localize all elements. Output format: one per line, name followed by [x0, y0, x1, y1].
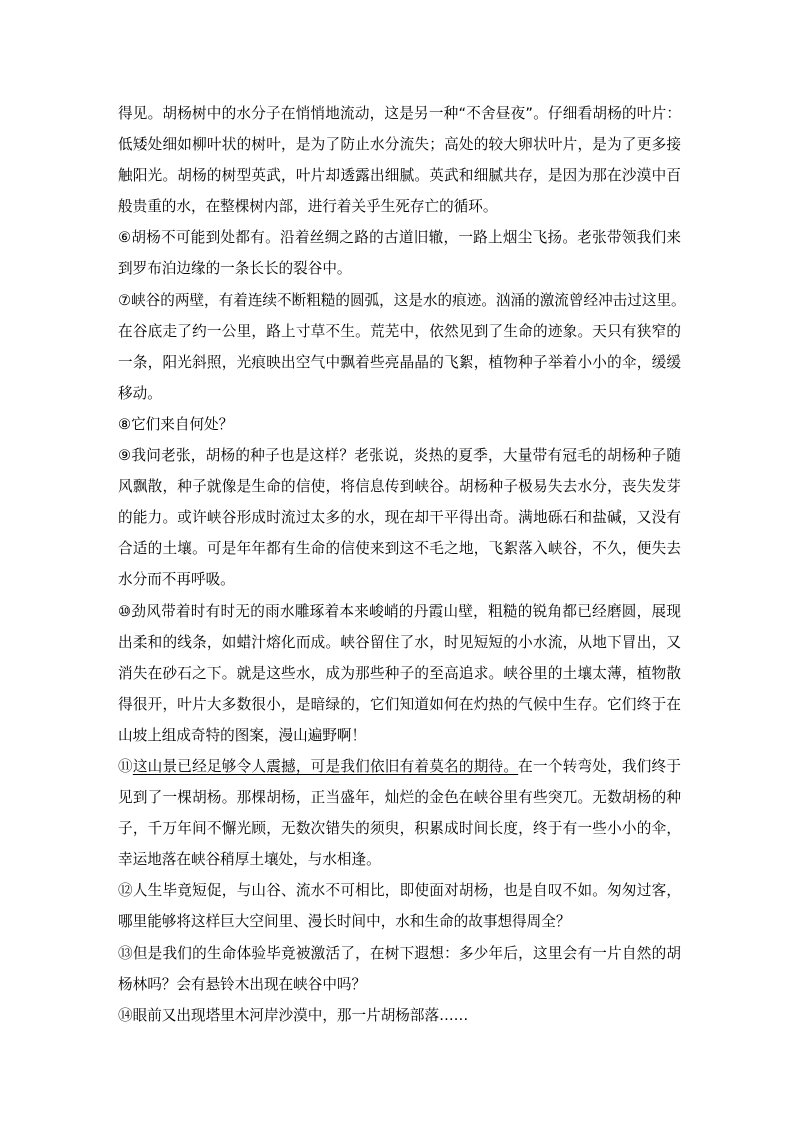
text-line: 山坡上组成奇特的图案，漫山遍野啊！: [118, 726, 367, 744]
text-line: 杨林吗？会有悬铃木出现在峡谷中吗？: [118, 975, 367, 993]
paragraph: [118, 409, 681, 440]
text-line: [118, 751, 681, 782]
paragraph: [118, 751, 681, 875]
text-line: ⑨我问老张，胡杨的种子也是这样？老张说，炎热的夏季，大量带有冠毛的胡杨种子随: [118, 447, 681, 465]
paragraph: [118, 938, 681, 1000]
underlined-sentence: 这山景已经足够令人震撼，可是我们依旧有着莫名的期待。: [132, 757, 519, 775]
text-line: ⑧它们来自何处？: [118, 415, 234, 433]
text-line: ⑩劲风带着时有时无的雨水雕琢着本来峻峭的丹霞山壁，粗糙的锐角都已经磨圆，展现: [118, 602, 681, 620]
text-line: 得见。胡杨树中的水分子在悄悄地流动，这是另一种“不舍昼夜”。仔细看胡杨的叶片：: [118, 105, 681, 122]
text-line: 到罗布泊边缘的一条长长的裂谷中。: [118, 260, 352, 278]
text-line: 触阳光。胡杨的树型英武，叶片却透露出细腻。英武和细腻共存，是因为那在沙漠中百: [118, 167, 681, 185]
line-rest: 在一个转弯处，我们终于: [518, 757, 681, 775]
text-line: 出柔和的线条，如蜡汁熔化而成。峡谷留住了水，时见短短的小水流，从地下冒出，又: [118, 633, 681, 651]
text-line: 幸运地落在峡谷稍厚土壤处，与水相逢。: [118, 851, 381, 869]
text-line: 移动。: [118, 384, 162, 402]
text-line: 般贵重的水，在整棵树内部，进行着关乎生死存亡的循环。: [118, 198, 498, 216]
text-line: 低矮处细如柳叶状的树叶，是为了防止水分流失；高处的较大卵状叶片，是为了更多接: [118, 136, 681, 154]
paragraph: [118, 1000, 681, 1031]
paragraph: [118, 285, 686, 409]
paragraph: [118, 98, 681, 222]
paragraph: [118, 596, 681, 751]
text-line: ⑬但是我们的生命体验毕竟被激活了，在树下遐想：多少年后，这里会有一片自然的胡: [118, 944, 681, 962]
text-line: 在谷底走了约一公里，路上寸草不生。荒芜中，依然见到了生命的迹象。天只有狭窄的: [118, 322, 681, 340]
text-line: 合适的土壤。可是年年都有生命的信使来到这不毛之地，飞絮落入峡谷，不久，便失去: [118, 540, 681, 558]
text-line: ⑦峡谷的两壁，有着连续不断粗糙的圆弧，这是水的痕迹。汹涌的激流曾经冲击过这里。: [118, 291, 686, 309]
text-line: ⑭眼前又出现塔里木河岸沙漠中，那一片胡杨部落……: [118, 1006, 469, 1024]
text-line: ⑥胡杨不可能到处都有。沿着丝绸之路的古道旧辙，一路上烟尘飞扬。老张带领我们来: [118, 229, 681, 247]
text-line: 见到了一棵胡杨。那棵胡杨，正当盛年，灿烂的金色在峡谷里有些突兀。无数胡杨的种: [118, 789, 681, 807]
document-body: [118, 98, 686, 1031]
text-line: 风飘散，种子就像是生命的信使，将信息传到峡谷。胡杨种子极易失去水分，丧失发芽: [118, 478, 681, 496]
paragraph: [118, 222, 681, 284]
text-line: 得很开，叶片大多数很小，是暗绿的，它们知道如何在灼热的气候中生存。它们终于在: [118, 695, 681, 713]
paragraph-number: ⑪: [118, 757, 133, 775]
text-line: 水分而不再呼吸。: [118, 571, 235, 589]
text-line: 一条，阳光斜照，光痕映出空气中飘着些亮晶晶的飞絮，植物种子举着小小的伞，缓缓: [118, 353, 681, 371]
text-line: 消失在砂石之下。就是这些水，成为那些种子的至高追求。峡谷里的土壤太薄，植物散: [118, 664, 681, 682]
paragraph: [118, 875, 681, 937]
text-line: 的能力。或许峡谷形成时流过太多的水，现在却干平得出奇。满地砾石和盐碱，又没有: [118, 509, 681, 527]
text-line: ⑫人生毕竟短促，与山谷、流水不可相比，即使面对胡杨，也是自叹不如。匆匆过客，: [118, 882, 681, 900]
text-line: 哪里能够将这样巨大空间里、漫长时间中，水和生命的故事想得周全？: [118, 913, 571, 931]
paragraph: [118, 440, 681, 595]
text-line: 子，千万年间不懈光顾，无数次错失的须臾，积累成时间长度，终于有一些小小的伞，: [118, 820, 681, 838]
